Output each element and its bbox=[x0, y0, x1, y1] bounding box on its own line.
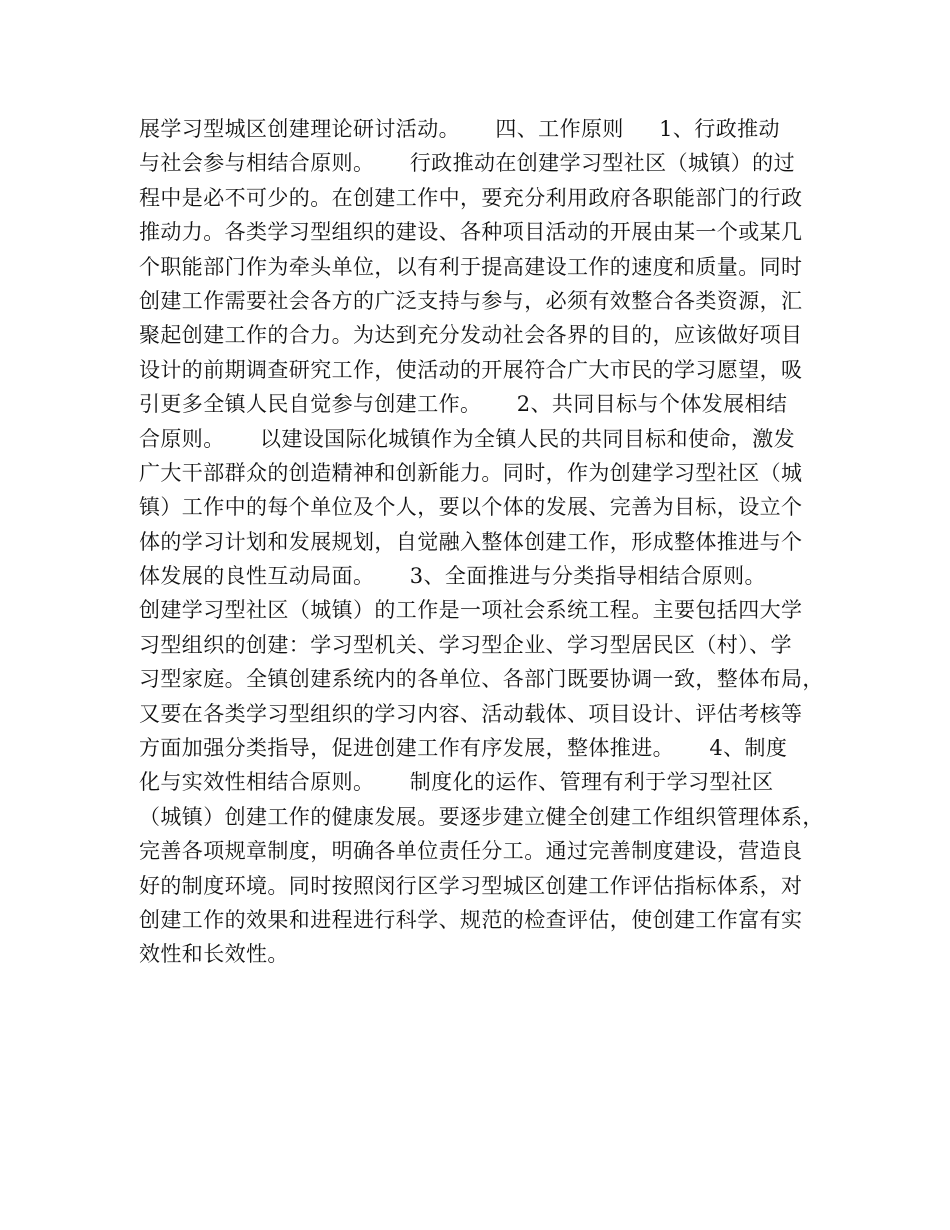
text-line: 合原则。 以建设国际化城镇作为全镇人民的共同目标和使命，激发 bbox=[139, 426, 795, 451]
body-text bbox=[139, 112, 829, 972]
text-line: 聚起创建工作的合力。为达到充分发动社会各界的目的，应该做好项目 bbox=[139, 323, 803, 348]
text-line: 设计的前期调查研究工作，使活动的开展符合广大市民的学习愿望，吸 bbox=[139, 357, 803, 382]
text-line: 创建工作的效果和进程进行科学、规范的检查评估，使创建工作富有实 bbox=[139, 907, 803, 932]
text-line: 镇）工作中的每个单位及个人，要以个体的发展、完善为目标，设立个 bbox=[139, 495, 803, 520]
text-line: 程中是必不可少的。在创建工作中，要充分利用政府各职能部门的行政 bbox=[139, 185, 803, 210]
text-line: 推动力。各类学习型组织的建设、各种项目活动的开展由某一个或某几 bbox=[139, 220, 803, 245]
text-line: 引更多全镇人民自觉参与创建工作。 2、共同目标与个体发展相结 bbox=[139, 392, 788, 417]
text-line: 习型家庭。全镇创建系统内的各单位、各部门既要协调一致，整体布局， bbox=[139, 667, 824, 692]
text-line: 创建学习型社区（城镇）的工作是一项社会系统工程。主要包括四大学 bbox=[139, 598, 803, 623]
text-line: 展学习型城区创建理论研讨活动。 四、工作原则 1、行政推动 bbox=[139, 117, 780, 141]
text-line: 广大干部群众的创造精神和创新能力。同时，作为创建学习型社区（城 bbox=[139, 460, 803, 485]
text-line: 方面加强分类指导，促进创建工作有序发展，整体推进。 4、制度 bbox=[139, 736, 788, 761]
text-line: 效性和长效性。 bbox=[139, 942, 289, 967]
text-line: 个职能部门作为牵头单位，以有利于提高建设工作的速度和质量。同时 bbox=[139, 254, 803, 279]
text-line: （城镇）创建工作的健康发展。要逐步建立健全创建工作组织管理体系， bbox=[139, 804, 824, 829]
text-line: 化与实效性相结合原则。 制度化的运作、管理有利于学习型社区 bbox=[139, 770, 774, 795]
text-line: 体的学习计划和发展规划，自觉融入整体创建工作，形成整体推进与个 bbox=[139, 529, 803, 554]
text-line: 完善各项规章制度，明确各单位责任分工。通过完善制度建设，营造良 bbox=[139, 839, 803, 864]
text-line: 好的制度环境。同时按照闵行区学习型城区创建工作评估指标体系，对 bbox=[139, 873, 803, 898]
text-line: 体发展的良性互动局面。 3、全面推进与分类指导相结合原则。 bbox=[139, 564, 766, 589]
text-line: 又要在各类学习型组织的学习内容、活动载体、项目设计、评估考核等 bbox=[139, 701, 803, 726]
text-line: 创建工作需要社会各方的广泛支持与参与，必须有效整合各类资源，汇 bbox=[139, 288, 803, 313]
text-line: 与社会参与相结合原则。 行政推动在创建学习型社区（城镇）的过 bbox=[139, 151, 795, 176]
text-line: 习型组织的创建：学习型机关、学习型企业、学习型居民区（村）、学 bbox=[139, 632, 792, 657]
